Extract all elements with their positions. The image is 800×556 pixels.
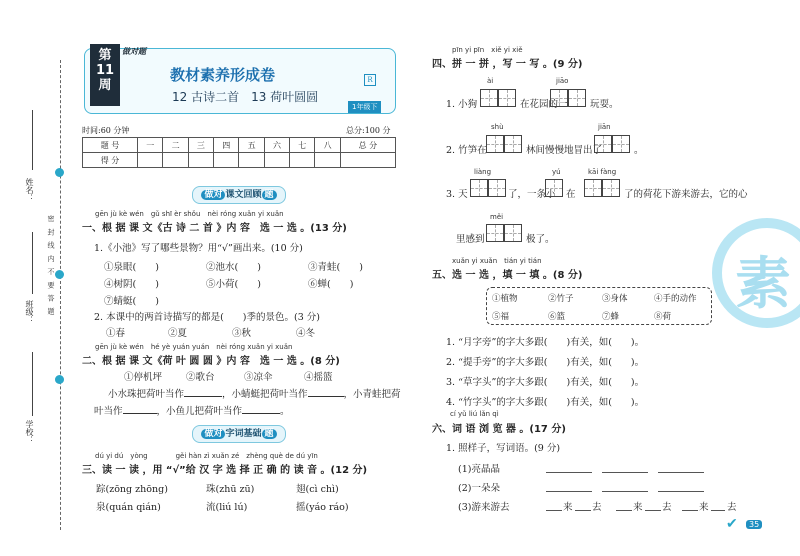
pinyin: ài [487,77,494,85]
qu-char: 去 [727,502,737,513]
text: ，小蜻蜓把荷叶当作 [222,389,308,400]
answer-blank[interactable] [602,491,648,492]
option[interactable]: ④树阴( ) [104,279,159,290]
table-cell: 五 [239,138,264,153]
lai-char: 来 [563,502,573,513]
score-cell[interactable] [315,153,340,168]
table-cell: 七 [290,138,315,153]
answer-blank[interactable] [123,413,157,414]
lai-char: 来 [699,502,709,513]
question-2-line2 [94,403,290,417]
table-cell: 题 号 [83,138,138,153]
question-2-title: 二、根 据 课 文《荷 叶 圆 圆 》内 容 选 一 选 。(8 分) [82,356,340,367]
pinyin: liàng [474,168,492,176]
week-badge [90,44,120,106]
text: 林间慢慢地冒出了 [526,145,603,156]
option[interactable]: ④冬 [296,328,316,339]
fill-line[interactable]: 1. “月字旁”的字大多跟( )有关，如( )。 [446,337,645,348]
text: 里感到 [456,234,485,245]
table-cell: 六 [264,138,289,153]
time-label: 时间:60 分钟 [82,126,130,135]
table-cell: 八 [315,138,340,153]
reading-option[interactable]: 珠(zhū zū) [206,484,255,495]
pinyin-line: pīn yi pīn xiě yi xiě [452,46,523,54]
pinyin-line: xuǎn yi xuǎn tián yi tián [452,257,542,265]
writing-box[interactable] [480,89,498,107]
week-number: 11 [95,63,115,78]
school-field[interactable] [32,352,33,416]
text: 了的荷花下游来游去，它的心 [624,189,748,200]
table-cell: 四 [214,138,239,153]
text: 在 [566,189,576,200]
word-option: ②竹子 [548,294,574,304]
score-table [82,137,396,168]
pinyin: jiān [598,123,611,131]
score-cell[interactable] [264,153,289,168]
text: 玩耍。 [590,99,619,110]
class-label: 班级： [25,300,34,324]
pinyin: shù [491,123,504,131]
writing-box[interactable] [486,224,504,242]
answer-blank[interactable] [546,472,592,473]
question-1-title: 一、根 据 课 文《古 诗 二 首 》内 容 选 一 选 。(13 分) [82,223,347,234]
pinyin-line: gēn jù kè wén hé yè yuán yuán nèi róng xuǎn yi xuǎn [95,343,293,351]
table-cell: 一 [138,138,163,153]
option[interactable]: ①春 [106,328,126,339]
option[interactable]: ⑤小荷( ) [206,279,261,290]
answer-blank[interactable] [658,472,704,473]
option: ②歌台 [186,372,215,383]
answer-blank[interactable] [546,491,592,492]
school-label: 学校： [25,420,34,444]
fill-line[interactable]: 2. “提手旁”的字大多跟( )有关，如( )。 [446,357,645,368]
reading-option[interactable]: 踪(zōng zhōng) [96,484,168,495]
page-title: 教材素养形成卷 [170,66,276,84]
pinyin-line: dú yi dú yòng gěi hàn zì xuǎn zé zhèng què de dú yīn [95,452,318,460]
grade-badge: 1年级下 [348,101,381,113]
option: ③凉伞 [244,372,273,383]
reading-option[interactable]: 翅(cì chì) [296,484,339,495]
writing-box[interactable] [612,135,630,153]
answer-blank[interactable] [308,396,344,397]
text: ，小青蛙把荷 [343,389,401,400]
answer-blank[interactable] [616,510,632,511]
word-option: ⑤福 [492,312,510,322]
banner-highlight: 做对 [201,429,225,439]
writing-box[interactable] [488,179,506,197]
text: ，小鱼儿把荷叶当作 [156,406,243,417]
score-cell[interactable] [340,153,395,168]
text: 叶当作 [94,406,123,417]
pinyin: kāi fàng [588,168,617,176]
banner-text: 课文回顾 [225,190,262,200]
banner-highlight: 做对 [201,190,225,200]
text: 在花园的一 [520,99,568,110]
option[interactable]: ⑥蝉( ) [308,279,354,290]
answer-blank[interactable] [682,510,698,511]
binding-dashed-line [60,60,61,530]
table-cell: 二 [163,138,188,153]
answer-blank[interactable] [184,396,222,397]
text: 。 [634,145,644,156]
brand-logo: 做对题 [122,47,146,56]
question-1-sub1: 1.《小池》写了哪些景物？用“√”画出来。(10 分) [94,243,303,254]
week-text: 第 [98,48,112,63]
section-banner-basics [192,425,286,443]
checkmark-icon: ✔ [726,516,738,532]
word-option: ⑦蜂 [602,312,620,322]
score-cell[interactable] [239,153,264,168]
question-1-sub2: 2. 本课中的两首诗描写的都是( )季的景色。(3 分) [94,312,320,323]
banner-text: 字词基础 [225,429,262,439]
score-cell[interactable] [214,153,239,168]
class-field[interactable] [32,232,33,294]
table-cell: 得 分 [83,153,138,168]
writing-box[interactable] [545,179,563,197]
score-header-row [83,138,396,153]
word-option: ④手的动作 [654,294,697,304]
page-number: 35 [746,520,762,529]
question-5-title: 五、选 一 选 ，填 一 填 。(8 分) [432,270,583,281]
writing-box[interactable] [568,89,586,107]
fill-line[interactable]: 4. “竹字头”的字大多跟( )有关，如( )。 [446,397,645,408]
score-cell[interactable] [188,153,213,168]
edition-badge: R [364,74,376,86]
writing-box[interactable] [504,135,522,153]
name-field[interactable] [32,110,33,170]
question-6-sub1: 1. 照样子，写词语。(9 分) [446,443,561,454]
option: ①停机坪 [124,372,163,383]
writing-box[interactable] [498,89,516,107]
name-label: 姓名： [25,178,34,202]
writing-box[interactable] [550,89,568,107]
text: 2. 竹笋在 [446,145,487,156]
qu-char: 去 [592,502,602,513]
score-cell[interactable] [138,153,163,168]
answer-blank[interactable] [575,510,591,511]
option[interactable]: ②夏 [168,328,188,339]
answer-blank[interactable] [658,491,704,492]
writing-box[interactable] [470,179,488,197]
option: ④摇篮 [304,372,333,383]
writing-box[interactable] [486,135,504,153]
lai-char: 来 [633,502,643,513]
pinyin: měi [490,213,504,221]
option[interactable]: ③青蛙( ) [308,262,363,273]
section-banner-review [192,186,286,204]
writing-box[interactable] [584,179,602,197]
reading-option[interactable]: 泉(quán qián) [96,502,161,513]
answer-blank[interactable] [602,472,648,473]
text: 。 [280,406,290,417]
decorative-character: 素 [735,252,791,317]
score-cell[interactable] [290,153,315,168]
text: 3. 天 [446,189,468,200]
writing-box[interactable] [602,179,620,197]
text: 了，一条小 [508,189,556,200]
lesson-subtitle: 12 古诗二首 13 荷叶圆圆 [172,90,319,104]
example-word: (1)亮晶晶 [458,464,500,475]
pinyin: jiāo [556,77,569,85]
reading-option[interactable]: 流(liú lú) [206,502,248,513]
writing-box[interactable] [504,224,522,242]
answer-blank[interactable] [242,413,280,414]
reading-option[interactable]: 摇(yáo ráo) [296,502,349,513]
binding-hole [55,270,64,279]
answer-blank[interactable] [645,510,661,511]
word-option: ①植物 [492,294,518,304]
pinyin-line: cí yǔ liú lǎn qì [450,410,499,418]
binding-warning: 密 封 线 内 不 要 答 题 [47,215,55,317]
example-word: (3)游来游去 [458,502,510,513]
option[interactable]: ⑦蜻蜓( ) [104,296,159,307]
answer-blank[interactable] [546,510,562,511]
binding-hole [55,168,64,177]
question-6-title: 六、词 语 浏 览 器 。(17 分) [432,424,566,435]
score-cell[interactable] [163,153,188,168]
writing-box[interactable] [594,135,612,153]
example-word: (2)一朵朵 [458,483,500,494]
option[interactable]: ①泉眼( ) [104,262,159,273]
table-cell: 总 分 [340,138,395,153]
pinyin-line: gēn jù kè wén gǔ shī èr shǒu nèi róng xuǎn yi xuǎn [95,210,284,218]
question-4-title: 四、拼 一 拼 ，写 一 写 。(9 分) [432,59,583,70]
word-option: ⑥篮 [548,312,566,322]
table-cell: 三 [188,138,213,153]
option[interactable]: ②池水( ) [206,262,261,273]
pinyin: yú [552,168,561,176]
binding-hole [55,375,64,384]
text: 1. 小狗 [446,99,478,110]
week-text: 周 [98,78,112,93]
word-option: ⑧荷 [654,312,672,322]
text: 小水珠把荷叶当作 [108,389,185,400]
score-value-row [83,153,396,168]
text: 极了。 [526,234,555,245]
question-3-title: 三、读 一 读 ，用 “√”给 汉 字 选 择 正 确 的 读 音 。(12 分) [82,465,368,476]
total-score-label: 总分:100 分 [346,126,391,135]
word-option: ③身体 [602,294,628,304]
answer-blank[interactable] [711,510,725,511]
banner-highlight: 题 [262,190,277,200]
qu-char: 去 [662,502,672,513]
option[interactable]: ③秋 [232,328,252,339]
question-2-line1 [108,386,401,400]
banner-highlight: 题 [262,429,277,439]
fill-line[interactable]: 3. “草字头”的字大多跟( )有关，如( )。 [446,377,645,388]
